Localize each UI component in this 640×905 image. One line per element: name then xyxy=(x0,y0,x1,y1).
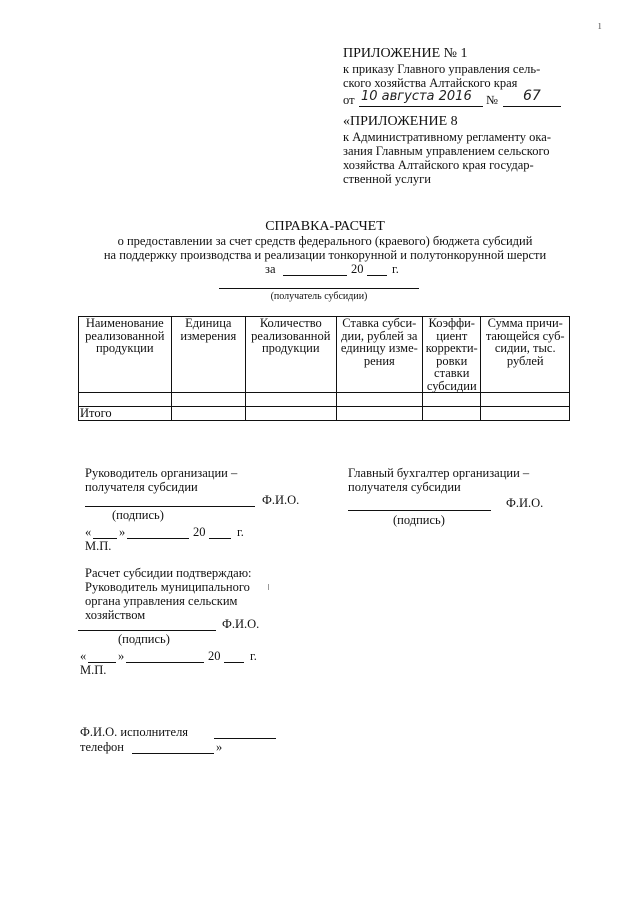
confirm-fio: Ф.И.О. xyxy=(222,617,260,631)
head-signature-line: получателя субсидии xyxy=(85,480,198,494)
executor-name-blank xyxy=(214,725,276,739)
executor-phone-label: телефон xyxy=(80,740,124,754)
appendix-1-line: ского хозяйства Алтайского края xyxy=(343,76,518,90)
header-cell-unit: Единица измерения xyxy=(171,317,245,393)
period-line xyxy=(265,262,415,278)
head-stamp: М.П. xyxy=(85,539,112,553)
header-cell-name: Наименование реализованной продукции xyxy=(79,317,172,393)
head-signature-blank xyxy=(85,505,255,507)
confirm-line: Руководитель муниципального xyxy=(85,580,250,594)
appendix-8-line: ственной услуги xyxy=(343,172,431,186)
confirm-line: органа управления сельским xyxy=(85,594,238,608)
confirm-signature-blank xyxy=(78,629,216,631)
header-cell-quantity: Количество реализованной продукции xyxy=(246,317,337,393)
header-cell-rate: Ставка субси- дии, рублей за единицу изме- рения xyxy=(336,317,423,393)
executor-block xyxy=(80,725,300,761)
handwritten-number: 67 xyxy=(523,88,541,104)
accountant-signature-line: получателя субсидии xyxy=(348,480,461,494)
number-label: № xyxy=(486,93,498,107)
appendix-1-block xyxy=(343,46,573,108)
handwritten-date: 10 августа 2016 xyxy=(361,89,472,104)
total-label: Итого xyxy=(79,407,172,421)
document-heading xyxy=(60,219,590,262)
accountant-fio: Ф.И.О. xyxy=(506,496,544,510)
accountant-signature-block xyxy=(348,466,578,494)
appendix-8-line: хозяйства Алтайского края государ- xyxy=(343,158,534,172)
period-year-blank xyxy=(367,262,387,276)
accountant-signature-line: Главный бухгалтер организации – xyxy=(348,466,530,480)
table-header-row xyxy=(79,317,570,393)
head-fio: Ф.И.О. xyxy=(262,493,300,507)
executor-phone-blank xyxy=(132,740,214,754)
period-blank xyxy=(283,262,347,276)
executor-closing-quote: » xyxy=(216,740,223,754)
appendix-1-line: к приказу Главного управления сель- xyxy=(343,62,541,76)
from-label: от xyxy=(343,93,355,107)
table-row xyxy=(79,393,570,407)
recipient-line xyxy=(219,287,419,289)
appendix-8-block xyxy=(343,114,551,186)
confirm-date-line: « » 20 г. xyxy=(80,649,257,663)
confirm-sign-caption: (подпись) xyxy=(118,632,170,646)
accountant-signature-blank xyxy=(348,509,491,511)
subsidy-table xyxy=(78,316,570,421)
appendix-8-title: «ПРИЛОЖЕНИЕ 8 xyxy=(343,114,458,129)
head-signature-block xyxy=(85,466,285,494)
executor-name-label: Ф.И.О. исполнителя xyxy=(80,725,189,739)
head-date-line: « » 20 г. xyxy=(85,525,244,539)
period-prefix: за xyxy=(265,262,276,276)
period-suffix: г. xyxy=(392,262,399,276)
confirm-line: хозяйством xyxy=(85,608,146,622)
table-total-row xyxy=(79,407,570,421)
appendix-8-line: к Административному регламенту ока- xyxy=(343,130,551,144)
recipient-caption: (получатель субсидии) xyxy=(270,291,368,302)
appendix-1-title: ПРИЛОЖЕНИЕ № 1 xyxy=(343,46,468,61)
head-signature-line: Руководитель организации – xyxy=(85,466,238,480)
accountant-sign-caption: (подпись) xyxy=(393,513,445,527)
heading-line-2: на поддержку производства и реализации тонкорунной и полутонкорунной шерсти xyxy=(103,248,547,262)
confirm-line: Расчет субсидии подтверждаю: xyxy=(85,566,252,580)
period-year: 20 xyxy=(351,262,364,276)
confirm-signature-block xyxy=(85,566,280,622)
header-cell-amount: Сумма причи- тающейся суб- сидии, тыс. рублей xyxy=(481,317,570,393)
head-sign-caption: (подпись) xyxy=(112,508,164,522)
header-cell-coefficient: Коэффи- циент корректи- ровки ставки субсидии xyxy=(423,317,481,393)
heading-line-1: о предоставлении за счет средств федерального (краевого) бюджета субсидий xyxy=(117,234,533,248)
confirm-stamp: М.П. xyxy=(80,663,107,677)
appendix-8-line: зания Главным управлением сельского xyxy=(343,144,550,158)
document-title: СПРАВКА-РАСЧЕТ xyxy=(265,219,385,234)
corner-mark: ı xyxy=(598,18,602,32)
